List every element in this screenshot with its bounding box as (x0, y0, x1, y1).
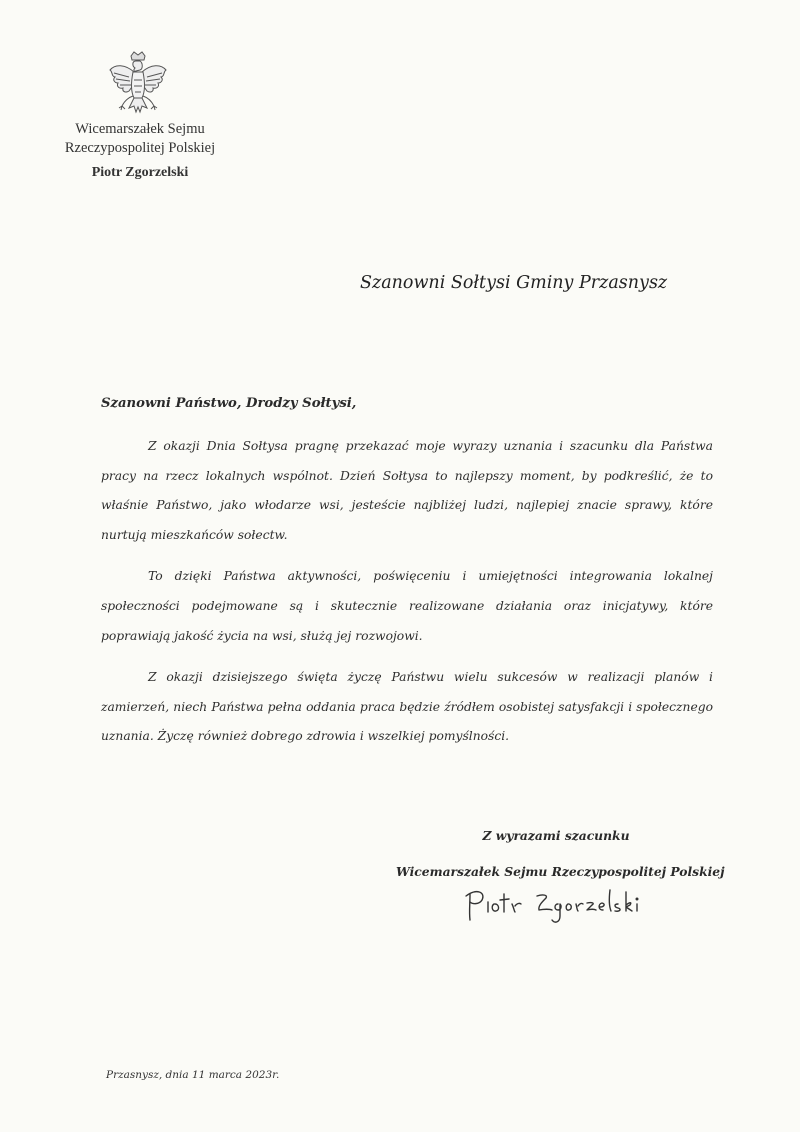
sender-name: Piotr Zgorzelski (91, 165, 189, 180)
closing-position: Wicemarszałek Sejmu Rzeczypospolitej Polskiej (396, 864, 725, 879)
paragraph: Z okazji Dnia Sołtysa pragnę przekazać moje wyrazy uznania i szacunku dla Państwa pracy na rzecz lokalnych wspólnot. Dzień Sołtysa to najlepszy moment, by podkreślić, że to właśnie Państwo, jako włodarze wsi, jesteście najbliżej ludzi, najlepiej znacie sprawy, które nurtują mieszkańców sołectw. (101, 439, 713, 542)
white-eagle-emblem-icon (107, 50, 169, 118)
letter-body (101, 432, 713, 764)
paragraph: Z okazji dzisiejszego święta życzę Państwu wielu sukcesów w realizacji planów i zamierzeń, niech Państwa pełna oddania praca będzie źródłem osobistej satysfakcji i społecznego uznania. Życzę również dobrego zdrowia i wszelkiej pomyślności. (101, 670, 713, 744)
closing-regards: Z wyrazami szacunku (482, 828, 630, 843)
sender-title-line2: Rzeczypospolitej Polskiej (64, 140, 216, 156)
paragraph: To dzięki Państwa aktywności, poświęceniu i umiejętności integrowania lokalnej społeczności podejmowane są i skutecznie realizowane działania oraz inicjatywy, które poprawiają jakość życia na wsi, służą jej rozwojowi. (101, 569, 713, 643)
date-line: Przasnysz, dnia 11 marca 2023r. (106, 1069, 280, 1081)
handwritten-signature (462, 880, 662, 930)
sender-block (40, 120, 240, 182)
sender-title-line1: Wicemarszałek Sejmu (75, 121, 205, 137)
addressee: Szanowni Sołtysi Gminy Przasnysz (360, 273, 668, 293)
salutation: Szanowni Państwo, Drodzy Sołtysi, (101, 396, 357, 411)
